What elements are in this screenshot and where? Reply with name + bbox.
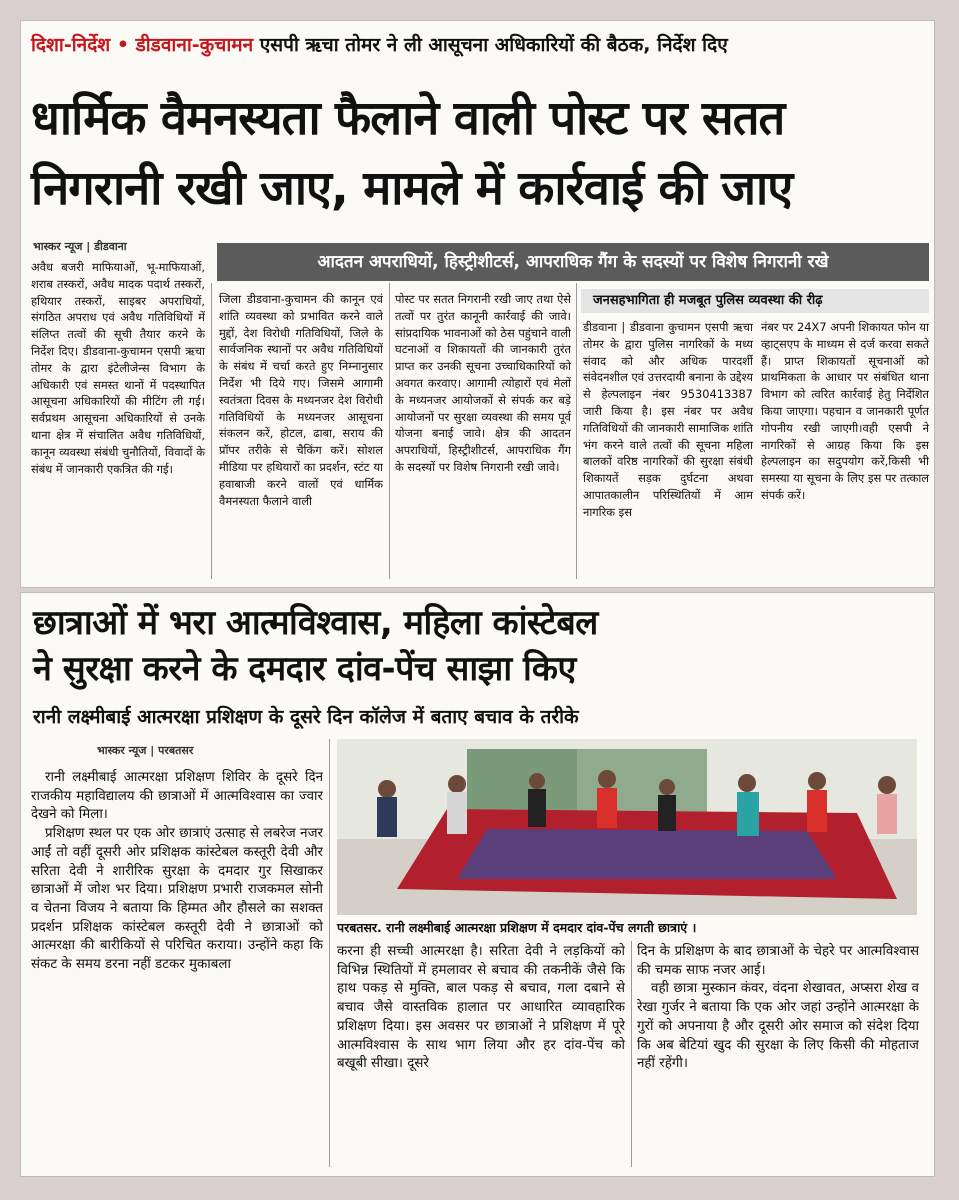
kicker	[31, 31, 728, 57]
article-column-4: डीडवाना | डीडवाना कुचामन एसपी ऋचा तोमर के द्वारा पुलिस नागरिकों के मध्य संवाद को और अधिक पारदर्शी संवेदनशील एवं उत्तरदायी बनाना के उद्देश्य से हेल्पलाइन नंबर 9530413387 जारी किया है। इस नंबर पर अवैध गतिविधियों की जानकारी सामाजिक शांति भंग करने वाले तत्वों की सूचना महिला बालकों वरिष्ठ नागरिकों की सुरक्षा संबंधी शिकायतें सड़क दुर्घटना अथवा आपातकालीन परिस्थितियों में आम नागरिक इस	[583, 320, 753, 519]
byline: भास्कर न्यूज | डीडवाना	[33, 240, 127, 253]
paragraph: रानी लक्ष्मीबाई आत्मरक्षा प्रशिक्षण शिविर के दूसरे दिन राजकीय महाविद्यालय की छात्राओं में आत्मविश्वास का ज्वार देखने को मिला।	[31, 770, 323, 823]
news-clipping-didwana	[20, 20, 935, 588]
photo-caption: परबतसर. रानी लक्ष्मीबाई आत्मरक्षा प्रशिक्षण में दमदार दांव-पेंच लगती छात्राएं ।	[337, 920, 697, 935]
training-photo	[337, 739, 917, 915]
paragraph: दिन के प्रशिक्षण के बाद छात्राओं के चेहरे पर आत्मविश्वास की चमक साफ नजर आई।	[637, 944, 919, 978]
paragraph: प्रशिक्षण स्थल पर एक ओर छात्राएं उत्साह से लबरेज नजर आईं तो वहीं दूसरी ओर प्रशिक्षक कांस्टेबल कस्तूरी देवी और सरिता देवी ने शारीरिक सुरक्षा के दमदार गुर सिखाकर छात्राओं में जोश भर दिया। प्रशिक्षण प्रभारी राजकमल सोनी व चेतना विजय ने बताया कि हिम्मत और हौसले का सशक्त प्रदर्शन प्रशिक्षक कांस्टेबल कस्तूरी देवी ने छात्राओं को आत्मरक्षा की बारीकियों से परिचित कराया। उन्होंने कहा कि संकट के समय डरना नहीं डटकर मुकाबला	[31, 826, 323, 973]
article-right-column	[637, 943, 919, 1169]
headline-line-2: ने सुरक्षा करने के दमदार दांव-पेंच साझा किए	[33, 649, 576, 689]
headline-line-1: धार्मिक वैमनस्यता फैलाने वाली पोस्ट पर सतत	[31, 91, 785, 146]
article-middle-column: करना ही सच्ची आत्मरक्षा है। सरिता देवी ने लड़कियों को विभिन्न स्थितियों में हमलावर से बचाव की तकनीकें जैसे कि हाथ पकड़ से मुक्ति, बाल पकड़ से बचाव, गला दबाने से बचाव जैसे वास्तविक हालात पर आधारित व्यावहारिक प्रशिक्षण दिया। इस अवसर पर छात्राओं ने प्रशिक्षण में पूरे आत्मविश्वास के साथ भाग लिया और हर दांव-पेंच को बखूबी सीखा। दूसरे	[337, 944, 625, 1072]
kicker-section: दिशा-निर्देश • डीडवाना-कुचामन	[31, 34, 254, 56]
deck: रानी लक्ष्मीबाई आत्मरक्षा प्रशिक्षण के दूसरे दिन कॉलेज में बताए बचाव के तरीके	[33, 706, 579, 728]
article-column-5: नंबर पर 24X7 अपनी शिकायत फोन या व्हाट्सएप के माध्यम से दर्ज करवा सकते हैं। प्राप्त शिकायतों सूचनाओं को प्राथमिकता के आधार पर संबंधित थाना विभाग को त्वरित कार्रवाई हेतु निर्देशित किया जाएगा। पहचान व जानकारी पूर्णत गोपनीय रखी जाएगी।वही एसपी ने नागरिकों से आग्रह किया कि इस हेल्पलाइन का सदुपयोग करें,किसी भी समस्या या सूचना के लिए इस पर तत्काल संपर्क करें।	[761, 320, 929, 502]
paragraph: वही छात्रा मुस्कान कंवर, वंदना शेखावत, अप्सरा शेख व रेखा गुर्जर ने बताया कि एक ओर जहां उन्होंने आत्मरक्षा के गुरों को अपनाया है और दूसरी ओर समाज को संदेश दिया कि अब बेटियां खुद की सुरक्षा के लिए किसी की मोहताज नहीं रहेंगी।	[637, 981, 919, 1072]
article-column-1: अवैध बजरी माफियाओं, भू-माफियाओं, शराब तस्करों, अवैध मादक पदार्थ तस्करों, हथियार तस्करों, साइबर अपराधियों, संगठित अपराध एवं अवैध गतिविधियों में संलिप्त तत्वों की सूची तैयार करने के निर्देश दिए। डीडवाना-कुचामन एसपी ऋचा तोमर के द्वारा इंटेलीजेन्स विभाग के अधिकारी एवं समस्त थानों में पदस्थापित आसूचना अधिकारियों की मीटिंग ली गई। सर्वप्रथम आसूचना अधिकारियों से उनके थाना क्षेत्र में संचालित अवैध गतिविधियों, कानून व्यवस्था संबंधी चुनौतियों, विवादों के संबंध में जानकारी एकत्रित की गई।	[31, 260, 205, 476]
byline: भास्कर न्यूज | परबतसर	[97, 744, 194, 757]
article-column-2: जिला डीडवाना-कुचामन की कानून एवं शांति व्यवस्था को प्रभावित करने वाले मुद्दों, देश विरोधी गतिविधियों, जिले के सार्वजनिक स्थानों पर अवैध गतिविधियों के संबंध में चर्चा करते हुए निम्नानुसार निर्देश भी दिये गए। जिसमे आगामी स्वतंत्रता दिवस के मध्यनजर देश विरोधी गतिविधियों के मध्यनजर आसूचना संकलन करें, होटल, ढाबा, सराय की प्रॉपर तरीके से चैकिंग करें। सोशल मीडिया पर हथियारों का प्रदर्शन, स्टंट या हवाबाजी करने वालों एवं धार्मिक वैमनस्यता फैलाने वाली	[219, 292, 383, 508]
helpline-subheading: जनसहभागिता ही मजबूत पुलिस व्यवस्था की रीढ़	[581, 289, 929, 313]
training-photo-illustration	[337, 739, 917, 915]
headline-line-1: छात्राओं में भरा आत्मविश्वास, महिला कांस्टेबल	[33, 603, 598, 643]
subheading-banner: आदतन अपराधियों, हिस्ट्रीशीटर्स, आपराधिक गैंग के सदस्यों पर विशेष निगरानी रखे	[217, 243, 929, 281]
kicker-text: एसपी ऋचा तोमर ने ली आसूचना अधिकारियों की बैठक, निर्देश दिए	[259, 34, 728, 56]
headline-line-2: निगरानी रखी जाए, मामले में कार्रवाई की जाए	[31, 161, 793, 216]
news-clipping-parbatsar	[20, 592, 935, 1177]
article-left-column	[31, 769, 323, 1169]
article-column-3: पोस्ट पर सतत निगरानी रखी जाए तथा ऐसे तत्वों पर तुरंत कानूनी कार्रवाई की जावे। सांप्रदायिक भावनाओं को ठेस पहुंचाने वाली घटनाओं व शिकायतों की जानकारी तुरंत प्राप्त कर उनकी सूचना उच्चाधिकारियों को अवगत करवाए। आगामी त्योहारों एवं मेलों के मध्यनजर आयोजकों से संपर्क कर बड़े आयोजनों पर सुरक्षा व्यवस्था की समय पूर्व योजना बनाई जावे। क्षेत्र की आदतन अपराधियों, हिस्ट्रीशीटर्स, आपराधिक गैंग के सदस्यों पर विशेष निगरानी रखी जावे।	[395, 292, 571, 474]
